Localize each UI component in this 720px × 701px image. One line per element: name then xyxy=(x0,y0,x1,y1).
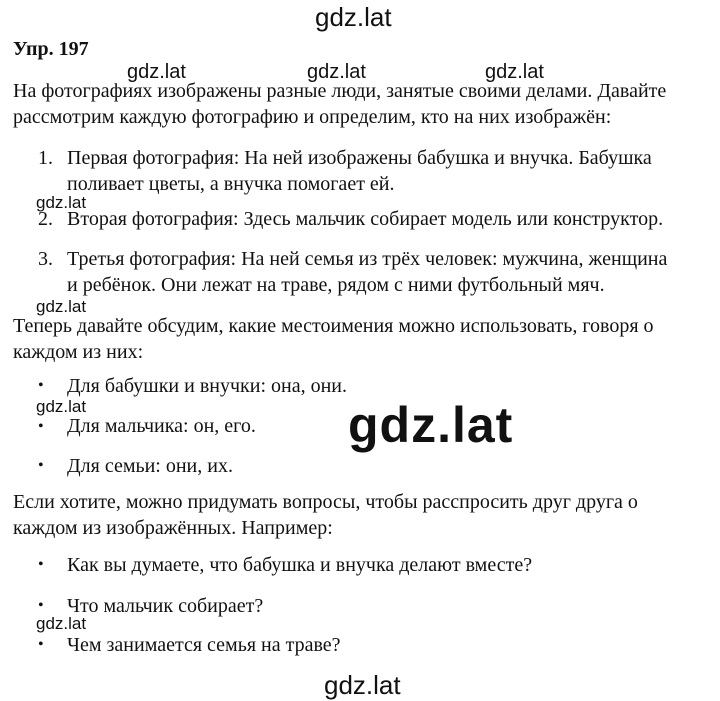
questions-intro-line-1: Если хотите, можно придумать вопросы, чтобы расспросить друг друга о xyxy=(13,491,638,513)
watermark-row1-c: gdz.lat xyxy=(485,61,544,83)
intro-line-1: На фотографиях изображены разные люди, занятые своими делами. Давайте xyxy=(13,80,667,102)
pronoun-intro-line-1: Теперь давайте обсудим, какие местоимения можно использовать, говоря о xyxy=(13,315,654,337)
bullet-icon: • xyxy=(38,597,44,614)
watermark-para2: gdz.lat xyxy=(36,297,87,316)
pronoun-intro-line-2: каждом из них: xyxy=(13,341,144,363)
question-bullet-2: Что мальчик собирает? xyxy=(67,595,264,617)
pronoun-bullet-3: Для семьи: они, их. xyxy=(67,455,233,477)
watermark-row1-b: gdz.lat xyxy=(307,61,366,83)
watermark-bottom: gdz.lat xyxy=(324,670,401,700)
bullet-icon: • xyxy=(38,377,44,394)
bullet-icon: • xyxy=(38,636,44,653)
watermark-top: gdz.lat xyxy=(315,2,392,32)
bullet-icon: • xyxy=(38,418,44,435)
numbered-item-3-line-2: и ребёнок. Они лежат на траве, рядом с ними футбольный мяч. xyxy=(67,274,605,296)
bullet-icon: • xyxy=(38,556,44,573)
numbered-item-1-line-1: Первая фотография: На ней изображены бабушка и внучка. Бабушка xyxy=(67,147,652,169)
watermark-row1-a: gdz.lat xyxy=(127,61,186,83)
numbered-item-2-number: 2. xyxy=(38,208,53,230)
bullet-icon: • xyxy=(38,457,44,474)
intro-line-2: рассмотрим каждую фотографию и определим, кто на них изображён: xyxy=(13,106,612,128)
numbered-item-2-line-1: Вторая фотография: Здесь мальчик собирает модель или конструктор. xyxy=(67,208,664,230)
watermark-item2: gdz.lat xyxy=(36,193,87,212)
questions-intro-line-2: каждом из изображённых. Например: xyxy=(13,517,333,539)
pronoun-bullet-2: Для мальчика: он, его. xyxy=(67,415,256,437)
watermark-bullet5: gdz.lat xyxy=(36,614,87,633)
numbered-item-1-line-2: поливает цветы, а внучка помогает ей. xyxy=(67,173,395,195)
question-bullet-1: Как вы думаете, что бабушка и внучка делают вместе? xyxy=(67,554,533,576)
pronoun-bullet-1: Для бабушки и внучки: она, они. xyxy=(67,375,347,397)
question-bullet-3: Чем занимается семья на траве? xyxy=(67,634,341,656)
watermark-center: gdz.lat xyxy=(348,397,514,453)
exercise-title: Упр. 197 xyxy=(13,38,89,60)
watermark-bullet1: gdz.lat xyxy=(36,397,87,416)
numbered-item-3-line-1: Третья фотография: На ней семья из трёх человек: мужчина, женщина xyxy=(67,248,668,270)
numbered-item-3-number: 3. xyxy=(38,248,53,270)
numbered-item-1-number: 1. xyxy=(38,147,53,169)
